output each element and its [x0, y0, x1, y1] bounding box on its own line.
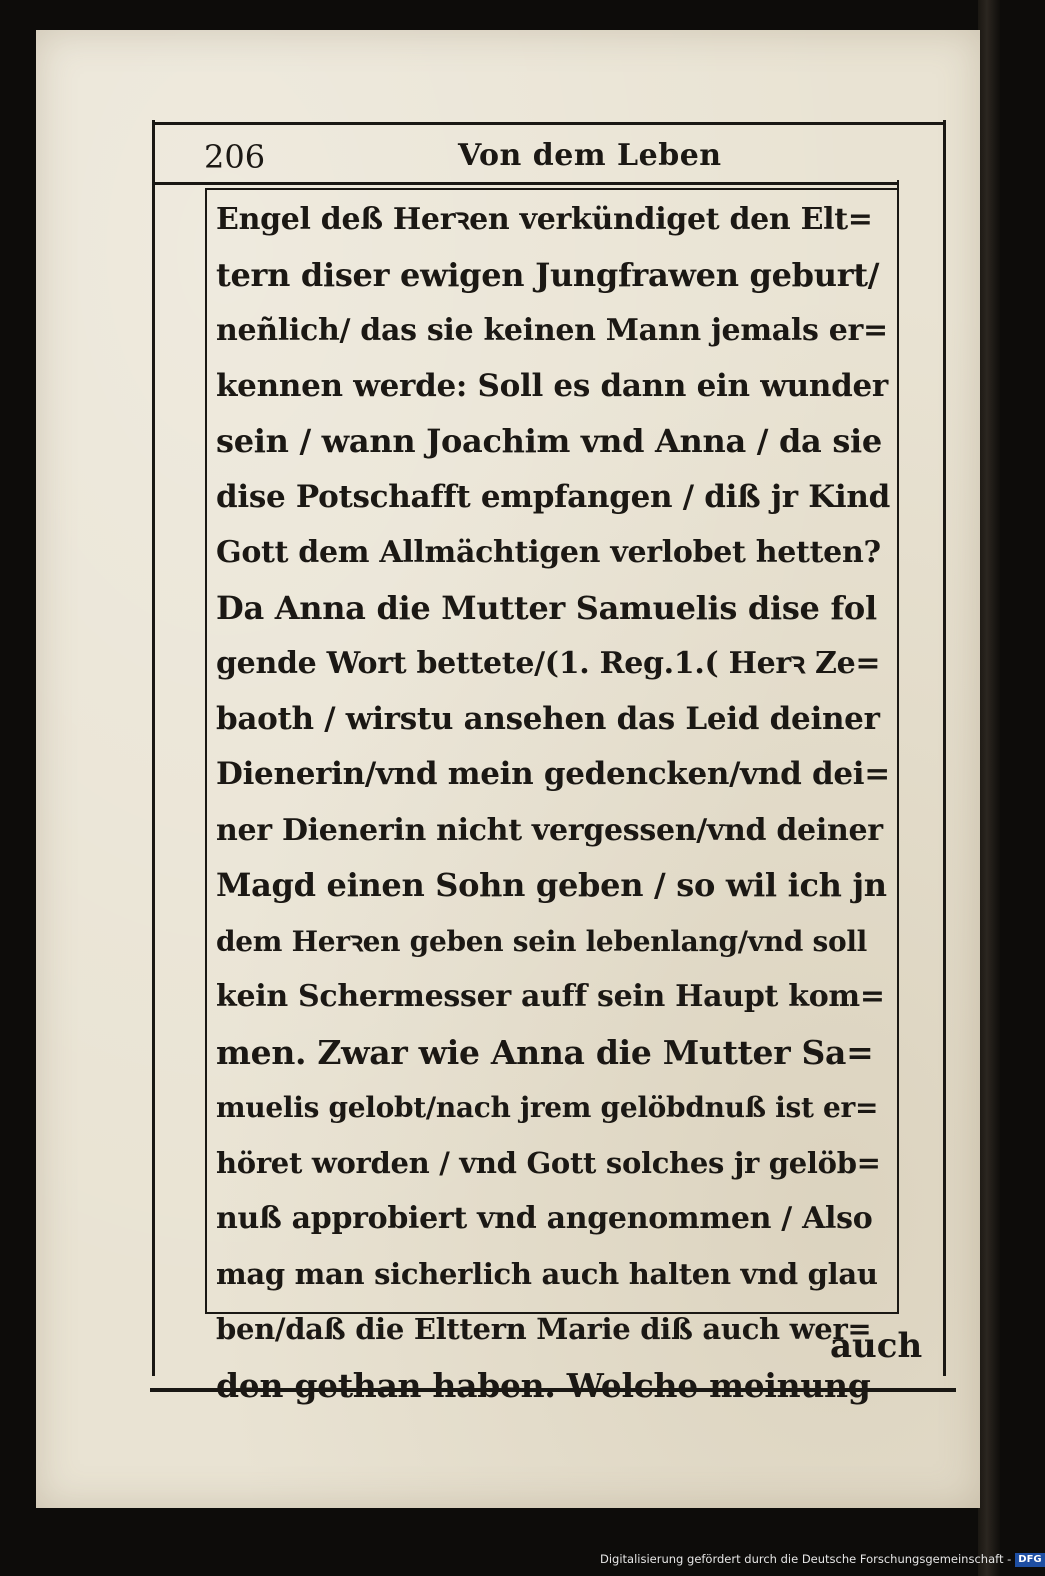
- text-line: baoth / wirstu ansehen das Leid deiner: [216, 700, 880, 737]
- text-line: Da Anna die Mutter Samuelis dise fol: [216, 588, 877, 627]
- text-line: ben/daß die Elttern Marie diß auch wer=: [216, 1312, 872, 1346]
- text-box-left-rule: [205, 188, 207, 1314]
- text-line: dem Herꝛen geben sein lebenlang/vnd soll: [216, 924, 868, 958]
- text-line: Dienerin/vnd mein gedencken/vnd dei=: [216, 756, 890, 792]
- text-line: neñlich/ das sie keinen Mann jemals er=: [216, 313, 888, 348]
- catchword: auch: [830, 1326, 923, 1366]
- text-box-top-rule: [205, 188, 899, 190]
- text-box-right-rule: [897, 180, 899, 1314]
- digitization-credit: [600, 1552, 1042, 1572]
- running-head-title: Von dem Leben: [458, 138, 722, 173]
- credit-text: Digitalisierung gefördert durch die Deutsche Forschungsgemeinschaft -: [600, 1552, 1012, 1566]
- text-line: gende Wort bettete/(1. Reg.1.( Herꝛ Ze=: [216, 646, 881, 681]
- text-line: den gethan haben. Welche meinung: [216, 1365, 871, 1405]
- text-line: Engel deß Herꝛen verkündiget den Elt=: [216, 202, 873, 237]
- running-head: [204, 134, 898, 178]
- frame-right-rule: [943, 120, 946, 1376]
- text-line: nuß approbiert vnd angenommen / Also: [216, 1201, 873, 1236]
- text-line: Gott dem Allmächtigen verlobet hetten?: [216, 535, 881, 570]
- dfg-logo: DFG: [1015, 1553, 1044, 1567]
- text-line: mag man sicherlich auch halten vnd glau: [216, 1256, 878, 1291]
- book-spine: [978, 0, 1000, 1576]
- text-line: sein / wann Joachim vnd Anna / da sie: [216, 422, 882, 460]
- text-line: kein Schermesser auff sein Haupt kom=: [216, 979, 885, 1014]
- text-line: ner Dienerin nicht vergessen/vnd deiner: [216, 812, 883, 848]
- frame-left-rule: [152, 120, 155, 1376]
- frame-top-rule: [152, 122, 946, 125]
- text-line: kennen werde: Soll es dann ein wunder: [216, 367, 888, 404]
- running-head-rule: [152, 182, 898, 185]
- text-line: men. Zwar wie Anna die Mutter Sa=: [216, 1032, 874, 1072]
- text-line: tern diser ewigen Jungfrawen geburt/: [216, 255, 880, 294]
- text-line: muelis gelobt/nach jrem gelöbdnuß ist er=: [216, 1091, 879, 1124]
- text-line: dise Potschafft empfangen / diß jr Kind: [216, 478, 891, 515]
- text-line: höret worden / vnd Gott solches jr gelöb=: [216, 1145, 881, 1180]
- page-number: 206: [204, 138, 266, 176]
- body-text: [216, 192, 890, 1413]
- text-line: Magd einen Sohn geben / so wil ich jn: [216, 866, 887, 904]
